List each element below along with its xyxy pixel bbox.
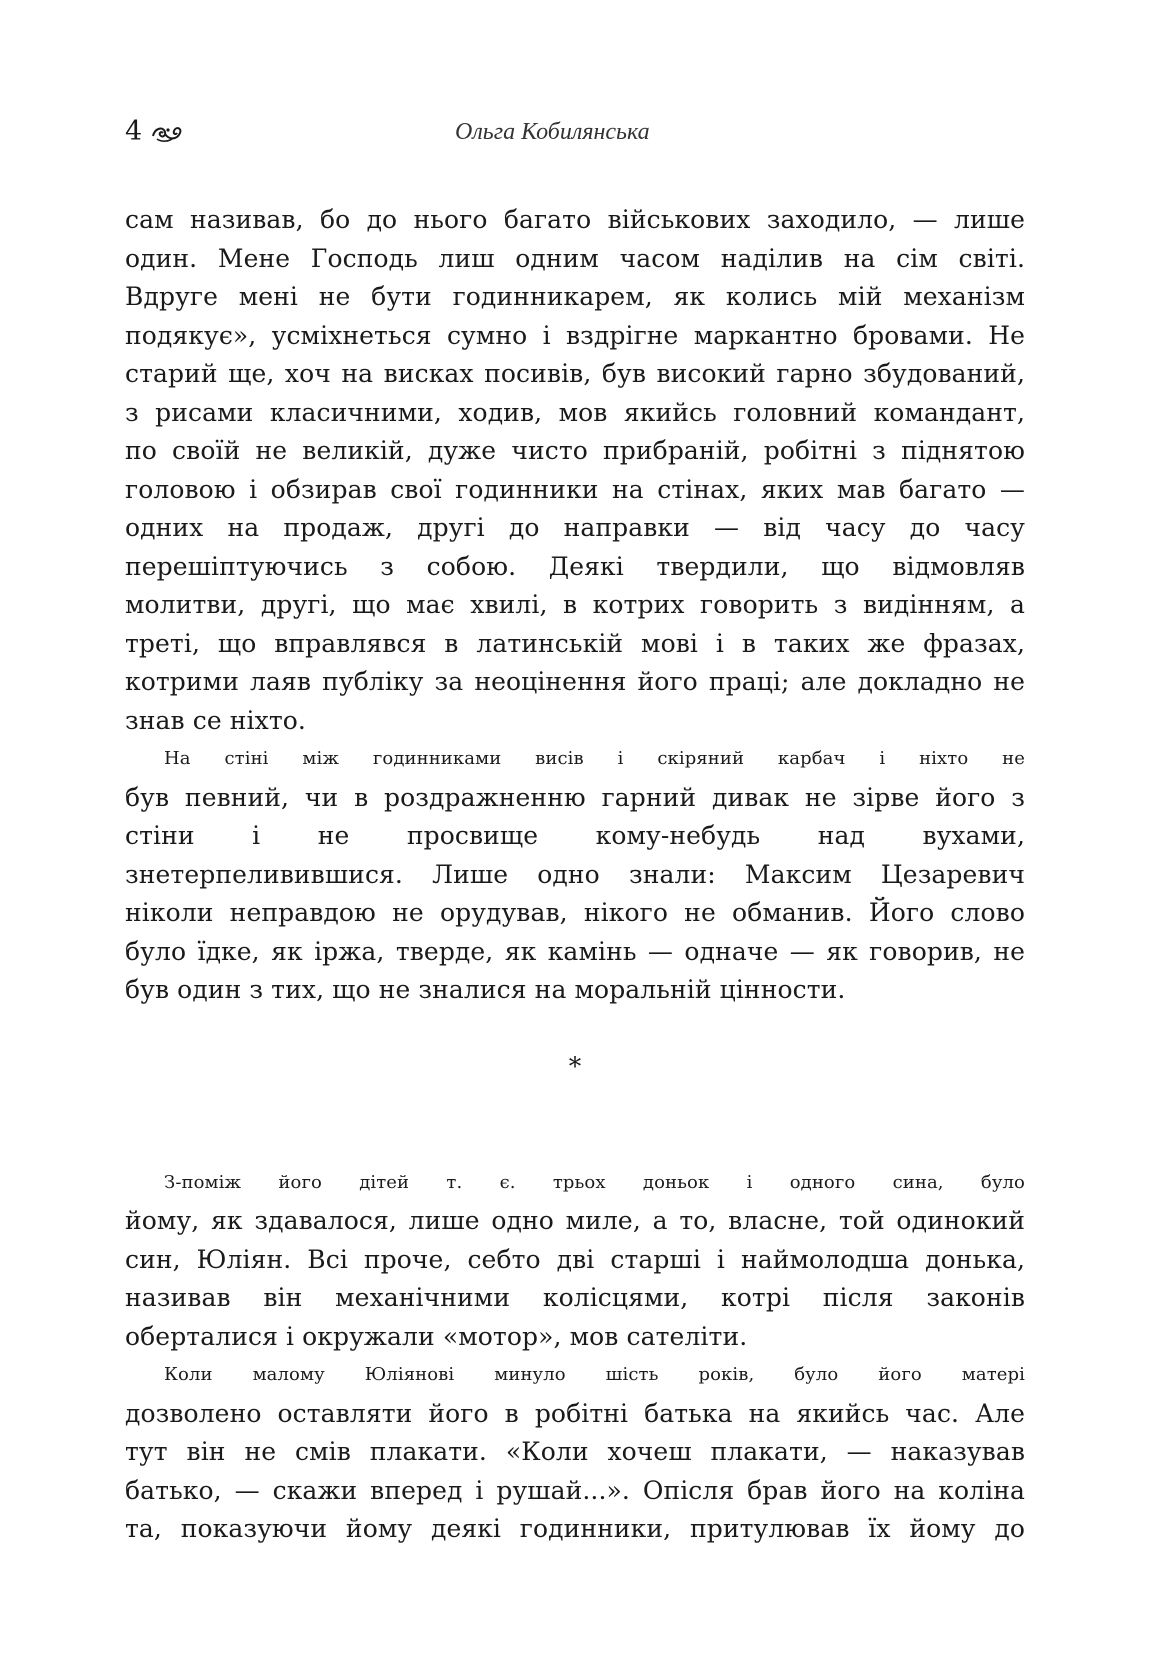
text-line: та, показуючи йому деякі годинники, притулював їх йому до — [125, 1514, 1025, 1543]
text-line: З-поміж його дітей т. є. трьох доньок і одного сина, було — [164, 1171, 1025, 1193]
page-header — [125, 112, 1025, 152]
text-line: Вдруге мені не бути годинникарем, як колись мій механізм — [125, 282, 1025, 311]
text-line: дозволено оставляти його в робітні батька на якийсь час. Але — [125, 1398, 1025, 1428]
page-number: 4 — [125, 116, 143, 147]
text-line: На стіні між годинниками висів і скіряний карбач і ніхто не — [164, 748, 1025, 769]
section-separator — [125, 1010, 1025, 1164]
text-line: один. Мене Господь лиш одним часом наділив на сім світі. — [125, 243, 1025, 273]
asterism: * — [568, 1051, 582, 1081]
text-line: треті, що вправлявся в латинській мові і в таких же фразах, — [125, 628, 1025, 658]
text-line: головою і обзирав свої годинники на стінах, яких мав багато — — [125, 474, 1025, 504]
text-line: тут він не смів плакати. «Коли хочеш плакати, — наказував — [125, 1437, 1025, 1466]
body-text — [125, 201, 1025, 1549]
text-line: батько, — скажи вперед і рушай...». Опісля брав його на коліна — [125, 1475, 1025, 1505]
text-line: називав він механічними колісцями, котрі після законів — [125, 1283, 1025, 1312]
text-line: сам називав, бо до нього багато військових заходило, — лише — [125, 205, 1025, 234]
text-line: старий ще, хоч на висках посивів, був високий гарно збудований, — [125, 359, 1025, 388]
text-line: молитви, другі, що має хвилі, в котрих говорить з видінням, а — [125, 590, 1025, 619]
paragraph — [125, 201, 1025, 740]
text-line: Коли малому Юліянові минуло шість років, було його матері — [164, 1364, 1025, 1385]
text-line: знав се ніхто. — [125, 705, 306, 735]
text-line: стіни і не просвище кому-небудь над вухами, — [125, 821, 1025, 850]
text-line: з рисами класичними, ходив, мов якийсь головний командант, — [125, 397, 1025, 427]
text-line: був один з тих, що не зналися на моральній цінности. — [125, 975, 846, 1004]
text-line: знетерпеливившися. Лише одно знали: Максим Цезаревич — [125, 859, 1025, 889]
text-line: син, Юліян. Всі проче, себто дві старші і наймолодша донька, — [125, 1244, 1025, 1274]
fleuron-icon — [151, 122, 183, 144]
running-head: Ольга Кобилянська — [455, 119, 650, 145]
text-line: подякує», усміхнеться сумно і вздрігне маркантно бровами. Не — [125, 320, 1025, 350]
text-line: котрими лаяв публіку за неоцінення його праці; але докладно не — [125, 667, 1025, 696]
paragraph — [125, 1356, 1025, 1549]
text-line: одних на продаж, другі до направки — від часу до часу — [125, 513, 1025, 542]
text-line: ніколи неправдою не орудував, нікого не обманив. Його слово — [125, 898, 1025, 927]
text-line: по своїй не великій, дуже чисто прибраній, робітні з піднятою — [125, 436, 1025, 465]
text-line: було їдке, як іржа, тверде, як камінь — одначе — як говорив, не — [125, 936, 1025, 966]
paragraph — [125, 1164, 1025, 1357]
text-line: оберталися і окружали «мотор», мов сателіти. — [125, 1321, 748, 1351]
text-line: був певний, чи в роздражненню гарний дивак не зірве його з — [125, 782, 1025, 812]
text-line: перешіптуючись з собою. Деякі твердили, що відмовляв — [125, 551, 1025, 581]
text-line: йому, як здавалося, лише одно миле, а то, власне, той одинокий — [125, 1206, 1025, 1235]
paragraph — [125, 740, 1025, 1010]
